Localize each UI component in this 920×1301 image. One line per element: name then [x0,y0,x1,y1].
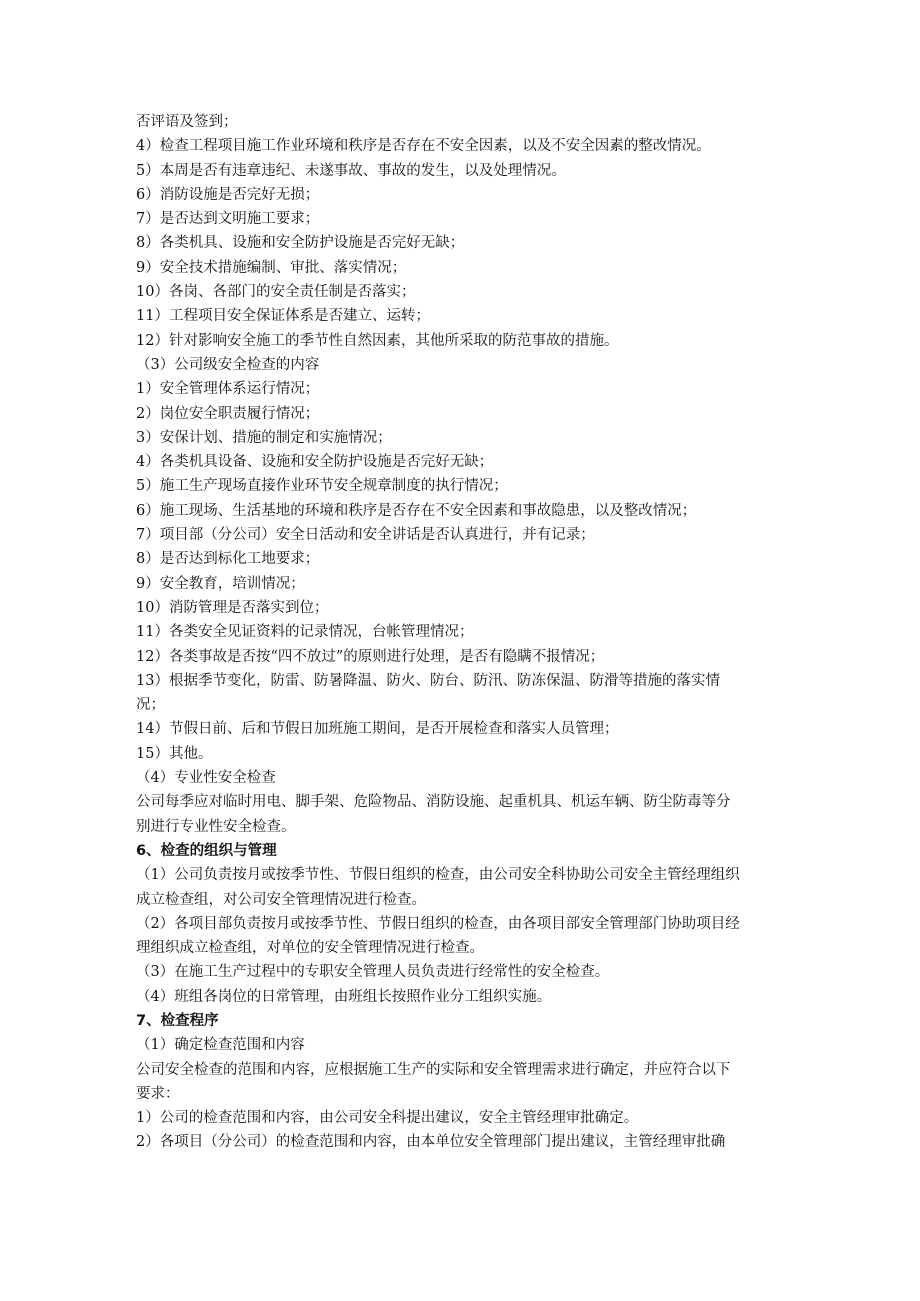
text-line: 5）本周是否有违章违纪、未遂事故、事故的发生，以及处理情况。 [136,162,566,179]
text-line: 公司每季应对临时用电、脚手架、危险物品、消防设施、起重机具、机运车辆、防尘防毒等分 [136,794,731,811]
text-line: 要求： [136,1085,180,1102]
text-line: （2）各项目部负责按月或按季节性、节假日组织的检查，由各项目部安全管理部门协助项目经 [136,915,740,932]
text-line: 6）施工现场、生活基地的环境和秩序是否存在不安全因素和事故隐患，以及整改情况； [136,502,697,519]
text-line: 9）安全教育，培训情况； [136,575,305,592]
text-line: （3）在施工生产过程中的专职安全管理人员负责进行经常性的安全检查。 [136,964,610,981]
text-line: 5）施工生产现场直接作业环节安全规章制度的执行情况； [136,478,508,495]
text-line: 14）节假日前、后和节假日加班施工期间，是否开展检查和落实人员管理； [136,721,619,738]
text-line: （1）确定检查范围和内容 [136,1037,305,1054]
document-page [136,110,786,1155]
text-line: 7）是否达到文明施工要求； [136,211,320,228]
text-line: 理组织成立检查组，对单位的安全管理情况进行检查。 [136,940,484,957]
text-line: 别进行专业性安全检查。 [136,818,296,835]
text-line: （4）专业性安全检查 [136,770,276,787]
text-line: 1）公司的检查范围和内容，由公司安全科提出建议，安全主管经理审批确定。 [136,1110,639,1127]
text-line: 8）各类机具、设施和安全防护设施是否完好无缺； [136,235,465,252]
text-line: 11）工程项目安全保证体系是否建立、运转； [136,308,430,325]
text-line: 12）针对影响安全施工的季节性自然因素，其他所采取的防范事故的措施。 [136,332,619,349]
text-line: 3）安保计划、措施的制定和实施情况； [136,429,392,446]
text-line: （4）班组各岗位的日常管理，由班组长按照作业分工组织实施。 [136,988,552,1005]
text-line: 4）各类机具设备、设施和安全防护设施是否完好无缺； [136,454,494,471]
text-line: 10）消防管理是否落实到位； [136,599,329,616]
text-line: 6）消防设施是否完好无损； [136,186,320,203]
text-line: 10）各岗、各部门的安全责任制是否落实； [136,284,416,301]
section-heading: 6、检查的组织与管理 [136,842,277,859]
text-line: 7）项目部（分公司）安全日活动和安全讲话是否认真进行，并有记录； [136,527,595,544]
text-line: 否评语及签到； [136,114,238,130]
text-line: 9）安全技术措施编制、审批、落实情况； [136,259,407,276]
text-line: 8）是否达到标化工地要求； [136,551,320,568]
text-line: 2）各项目（分公司）的检查范围和内容，由本单位安全管理部门提出建议，主管经理审批确 [136,1134,726,1151]
text-line: 11）各类安全见证资料的记录情况，台帐管理情况； [136,624,474,641]
text-line: 1）安全管理体系运行情况； [136,381,320,398]
text-line: 13）根据季节变化，防雷、防暑降温、防火、防台、防汛、防冻保温、防滑等措施的落实情 [136,672,720,689]
text-line: 公司安全检查的范围和内容，应根据施工生产的实际和安全管理需求进行确定，并应符合以下 [136,1061,731,1078]
text-line: 况； [136,697,165,714]
text-line: 成立检查组，对公司安全管理情况进行检查。 [136,891,426,908]
text-line: （3）公司级安全检查的内容 [136,356,320,373]
section-heading: 7、检查程序 [136,1012,219,1029]
text-line: 2）岗位安全职责履行情况； [136,405,320,422]
text-line: （1）公司负责按月或按季节性、节假日组织的检查，由公司安全科协助公司安全主管经理组织 [136,867,740,884]
text-line: 12）各类事故是否按“四不放过”的原则进行处理，是否有隐瞒不报情况； [136,648,605,665]
text-line: 4）检查工程项目施工作业环境和秩序是否存在不安全因素，以及不安全因素的整改情况。 [136,138,711,155]
text-line: 15）其他。 [136,745,213,762]
